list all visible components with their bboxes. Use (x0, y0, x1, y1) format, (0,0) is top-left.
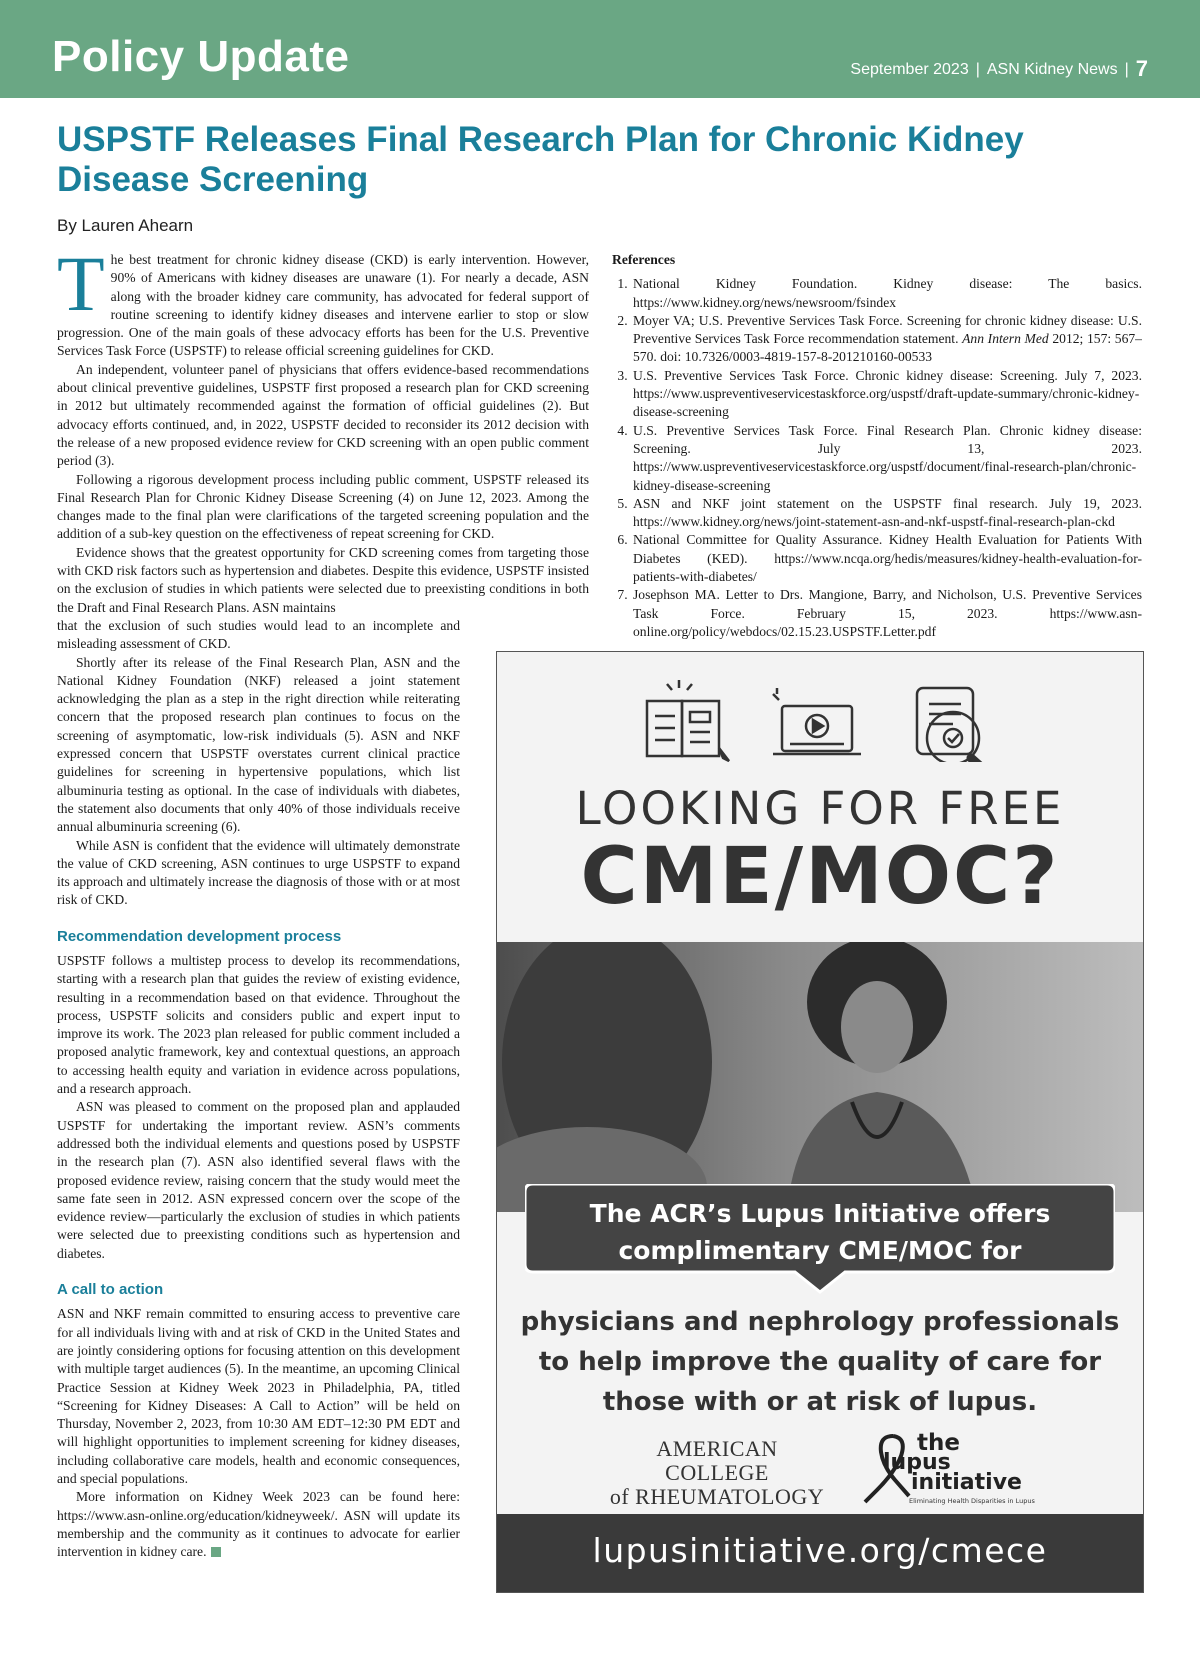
reference-item: 4. U.S. Preventive Services Task Force. Final Research Plan. Chronic kidney disease: Screening. July 13, 2023. https://www.uspreventiveservicestaskforce.org/uspstf/document/final-research-plan/chronic-kidney-disease-screening (631, 422, 1142, 495)
ad-banner-line-2: complimentary CME/MOC for (618, 1236, 1022, 1265)
acr-name-line-2: of RHEUMATOLOGY (609, 1484, 825, 1509)
reference-item: 5. ASN and NKF joint statement on the USPSTF final research. July 19, 2023. https://www.kidney.org/news/joint-statement-asn-and-nkf-uspstf-final-research-plan-ckd (631, 495, 1142, 532)
references-list (612, 275, 1142, 641)
paragraph-9: ASN and NKF remain committed to ensuring access to preventive care for all individuals living with and at risk of CKD in the United States and are jointly considering options for focusing attention on this development with multiple target audiences (5). In the meantime, an upcoming Clinical Practice Session at Kidney Week 2023 in Philadelphia, PA, titled “Screening for Kidney Diseases: A Call to Action” will be held on Thursday, November 2, 2023, from 10:30 AM EDT–12:30 PM EDT and will highlight opportunities to implement screening for kidney diseases, including collaborative care models, health and economic consequences, and special populations. (57, 1306, 460, 1486)
reference-2-journal: Ann Intern Med (962, 331, 1049, 347)
laptop-video-icon (773, 688, 861, 754)
lupus-logo-initiative: initiative (911, 1470, 1022, 1495)
paragraph-6: While ASN is confident that the evidence will ultimately demonstrate the value of CKD screening, ASN continues to urge USPSTF to expand its approach and ultimately increase the diagnosis of those with or at most risk of CKD. (57, 837, 460, 908)
paragraph-10 (57, 1488, 460, 1561)
paragraph-4b: that the exclusion of such studies would lead to an incomplete and misleading assessment of CKD. (57, 617, 460, 652)
paragraph-7: USPSTF follows a multistep process to develop its recommendations, starting with a research plan that guides the review of existing evidence, resulting in a recommendation based on that evidence. Throughout the process, USPSTF solicits and considers public and expert input to improve its work. The 2023 plan released for public comment included a proposed analytic framework, key and contextual questions, an approach to accessing health equity and variation in evidence across populations, and a research approach. (57, 952, 460, 1097)
ad-body-text (497, 1302, 1143, 1422)
acr-logo (607, 1437, 827, 1525)
lupus-logo-name: lupus (883, 1450, 951, 1475)
reference-item: 7. Josephson MA. Letter to Drs. Mangione, Barry, and Nicholson, U.S. Preventive Services Task Force. February 15, 2023. https://www.asn-online.org/policy/webdocs/02.15.23.USPSTF.Letter.pdf (631, 586, 1142, 641)
ad-body-line-2: to help improve the quality of care for (538, 1347, 1102, 1377)
references (612, 251, 1142, 641)
section-title: Policy Update (52, 32, 350, 81)
subhead-recommendation: Recommendation development process (57, 927, 342, 945)
paragraph-10-text: More information on Kidney Week 2023 can be found here: https://www.asn-online.org/education/kidneyweek/. ASN will update its membership and the community as it continues to advocate for earlier intervention in kidney care. (57, 1489, 460, 1560)
article-narrow (57, 617, 460, 1562)
drop-cap: T (57, 240, 105, 327)
ad-banner-line-1: The ACR’s Lupus Initiative offers (589, 1199, 1051, 1228)
open-book-icon (647, 680, 729, 761)
byline: By Lauren Ahearn (57, 216, 194, 235)
issue-date: September 2023 (850, 61, 969, 78)
paragraph-8: ASN was pleased to comment on the proposed plan and applauded USPSTF for undertaking the important review. ASN’s comments addressed both the individual elements and questions posed by USPSTF in the research plan (7). ASN also identified several flaws with the proposed evidence review, raising concern that the study would meet the same fate seen in 2012. ASN expressed concern over the scope of the evidence review—particularly the exclusion of studies in which patients were selected due to preexisting conditions such as hypertension and diabetes. (57, 1099, 460, 1261)
lupus-initiative-logo (859, 1430, 1039, 1506)
reference-item: 6. National Committee for Quality Assurance. Kidney Health Evaluation for Patients With Diabetes (KED). https://www.ncqa.org/hedis/measures/kidney-health-evaluation-for-patients-with-diabetes/ (631, 531, 1142, 586)
reference-item (631, 312, 1142, 367)
ad-heading-looking: LOOKING FOR FREE (575, 782, 1065, 835)
page-number: 7 (1135, 56, 1148, 81)
end-mark-icon (211, 1547, 221, 1557)
subhead-call-to-action: A call to action (57, 1281, 164, 1299)
advertisement (496, 651, 1144, 1593)
page-header (0, 0, 1200, 98)
publication-name: ASN Kidney News (986, 61, 1118, 78)
reference-item: 1. National Kidney Foundation. Kidney disease: The basics. https://www.kidney.org/news/newsroom/fsindex (631, 275, 1142, 312)
lupus-logo-the: the (917, 1430, 960, 1456)
document-magnifier-icon (917, 688, 989, 762)
paragraph-3: Following a rigorous development process including public comment, USPSTF released its Final Research Plan for Chronic Kidney Disease Screening (4) on June 12, 2023. Among the changes made to the final plan were clarifications of the targeted screening population and the addition of a sub-key question on the effectiveness of repeat screening for CKD. (57, 471, 589, 542)
lupus-tagline: Eliminating Health Disparities in Lupus (909, 1497, 1035, 1505)
issue-info: September 2023 | ASN Kidney News | 7 (850, 56, 1148, 81)
paragraph-2: An independent, volunteer panel of physicians that offers evidence-based recommendations about clinical preventive guidelines, USPSTF first proposed a research plan for CKD screening in 2012 but ultimately recommended against the formation of official guidelines (2). But advocacy efforts continued, and, in 2022, USPSTF decided to reconsider its 2012 decision with the release of a new proposed evidence review for CKD screening with an open public comment period (3). (57, 361, 589, 469)
acr-name-line-1: AMERICAN COLLEGE (656, 1436, 778, 1485)
ad-heading-cme: CME/MOC? (580, 832, 1060, 922)
ad-body-line-3: those with or at risk of lupus. (602, 1387, 1038, 1417)
paragraph-1-text: he best treatment for chronic kidney disease (CKD) is early intervention. However, 90% of Americans with kidney diseases are unaware (1). For nearly a decade, ASN along with the broader kidney care community, has advocated for federal support of routine screening to identify kidney diseases and intervene earlier to stop or slow progression. One of the main goals of these advocacy efforts has been for the U.S. Preventive Services Task Force (USPSTF) to release official screening guidelines for CKD. (57, 252, 589, 359)
paragraph-5: Shortly after its release of the Final Research Plan, ASN and the National Kidney Foundation (NKF) released a joint statement acknowledging the plan as a step in the right direction while reiterating concern that the proposed research plan continues to focus on the screening of asymptomatic, low-risk individuals (5). ASN and NKF expressed concern that USPSTF overstates current clinical practice guidelines for screening in hypertensive populations, which list albuminuria testing as optional. In the case of individuals with diabetes, the statement also documents that only 40% of those individuals receive annual albuminuria screening (6). (57, 654, 460, 835)
doctor-patient-photo (497, 942, 1143, 1212)
ad-icon-row (497, 666, 1143, 762)
ad-body-line-1: physicians and nephrology professionals (520, 1307, 1120, 1337)
paragraph-4a: Evidence shows that the greatest opportunity for CKD screening comes from targeting those with CKD risk factors such as hypertension and diabetes. Despite this evidence, USPSTF insisted on the exclusion of studies in which patients were selected due to preexisting conditions in both the Draft and Final Research Plans. ASN maintains (57, 544, 589, 615)
article-top-wide (57, 240, 589, 617)
references-title: References (612, 252, 676, 267)
reference-2-tail: 2012; 157: 567–570. doi: 10.7326/0003-4819-157-8-201210160-00533 (633, 331, 1142, 365)
reference-item: 3. U.S. Preventive Services Task Force. Chronic kidney disease: Screening. July 7, 2023. https://www.uspreventiveservicestaskforce.org/uspstf/draft-update-summary/chronic-kidney-disease-screening (631, 367, 1142, 422)
article-headline: USPSTF Releases Final Research Plan for Chronic Kidney Disease Screening (57, 120, 1024, 199)
paragraph-1 (57, 240, 589, 361)
reference-2-text: Moyer VA; U.S. Preventive Services Task Force. Screening for chronic kidney disease: U.S. Preventive Services Task Force recommendation statement. (633, 312, 1142, 347)
ad-banner-text (525, 1195, 1115, 1269)
ad-url-link[interactable]: lupusinitiative.org/cmece (592, 1531, 1048, 1570)
